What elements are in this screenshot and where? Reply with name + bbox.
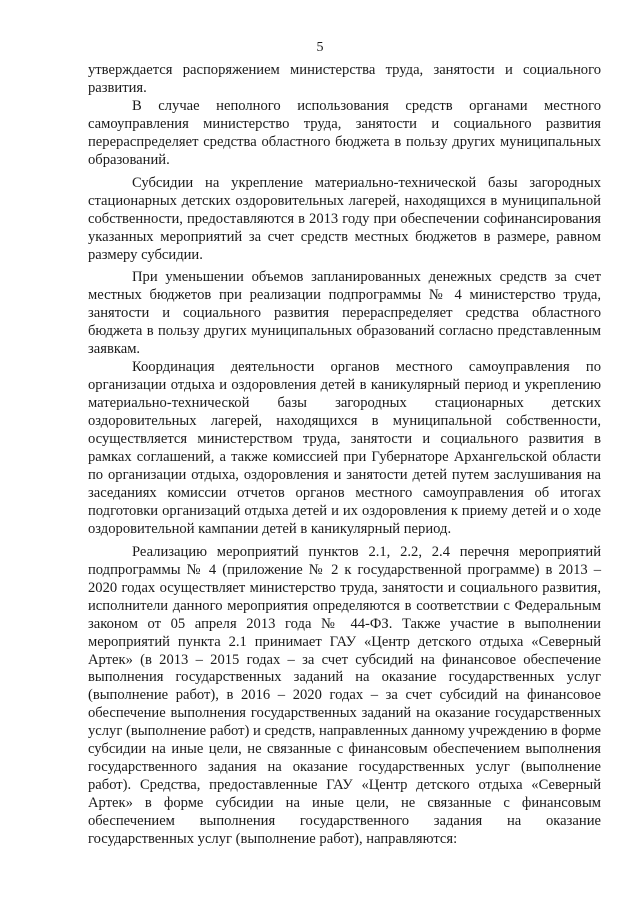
paragraph-4: При уменьшении объемов запланированных денежных средств за счет местных бюджетов при реализации подпрограммы № 4 министерство труда, занятости и социального развития перераспределяет средства областного бюджета в пользу других муниципальных образований согласно представленным заявкам. bbox=[88, 269, 601, 358]
paragraph-5: Координация деятельности органов местного самоуправления по организации отдыха и оздоровления детей в каникулярный период и укреплению материально-технической базы загородных стационарных детских оздоровительных лагерей, находящихся в муниципальной собственности, осуществляется министерством труда, занятости и социального развития в рамках соглашений, а также комиссией при Губернаторе Архангельской области по организации отдыха, оздоровления и занятости детей путем заслушивания на заседаниях комиссии отчетов органов местного самоуправления об итогах подготовки организаций отдыха детей и их оздоровления к приему детей и о ходе оздоровительной кампании детей в каникулярный период. bbox=[88, 359, 601, 537]
page-number: 5 bbox=[316, 40, 324, 55]
paragraph-6: Реализацию мероприятий пунктов 2.1, 2.2, 2.4 перечня мероприятий подпрограммы № 4 (приложение № 2 к государственной программе) в 2013 – 2020 годах осуществляет министерство труда, занятости и социального развития, исполнители данного мероприятия определяются в соответствии с Федеральным законом от 05 апреля 2013 года № 44-ФЗ. Также участие в выполнении мероприятий пункта 2.1 принимает ГАУ «Центр детского отдыха «Северный Артек» (в 2013 – 2015 годах – за счет субсидий на финансовое обеспечение выполнения государственных заданий на оказание государственных услуг (выполнение работ), в 2016 – 2020 годах – за счет субсидий на финансовое обеспечение выполнения государственных заданий на оказание государственных услуг (выполнение работ) и средств, направленных данному учреждению в форме субсидии на иные цели, не связанные с финансовым обеспечением выполнения государственного задания на оказание государственных услуг (выполнение работ). Средства, предоставленные ГАУ «Центр детского отдыха «Северный Артек» в форме субсидии на иные цели, не связанные с финансовым обеспечением выполнения государственного задания на оказание государственных услуг (выполнение работ), направляются: bbox=[88, 543, 601, 848]
paragraph-3: Субсидии на укрепление материально-технической базы загородных стационарных детских оздоровительных лагерей, находящихся в муниципальной собственности, предоставляются в 2013 году при обеспечении софинансирования указанных мероприятий за счет средств местных бюджетов в размере, равном размеру субсидии. bbox=[88, 174, 601, 263]
document-body bbox=[88, 62, 601, 849]
paragraph-2: В случае неполного использования средств органами местного самоуправления министерство труда, занятости и социального развития перераспределяет средства областного бюджета в пользу других муниципальных образований. bbox=[88, 97, 601, 168]
paragraph-1: утверждается распоряжением министерства труда, занятости и социального развития. bbox=[88, 62, 601, 96]
